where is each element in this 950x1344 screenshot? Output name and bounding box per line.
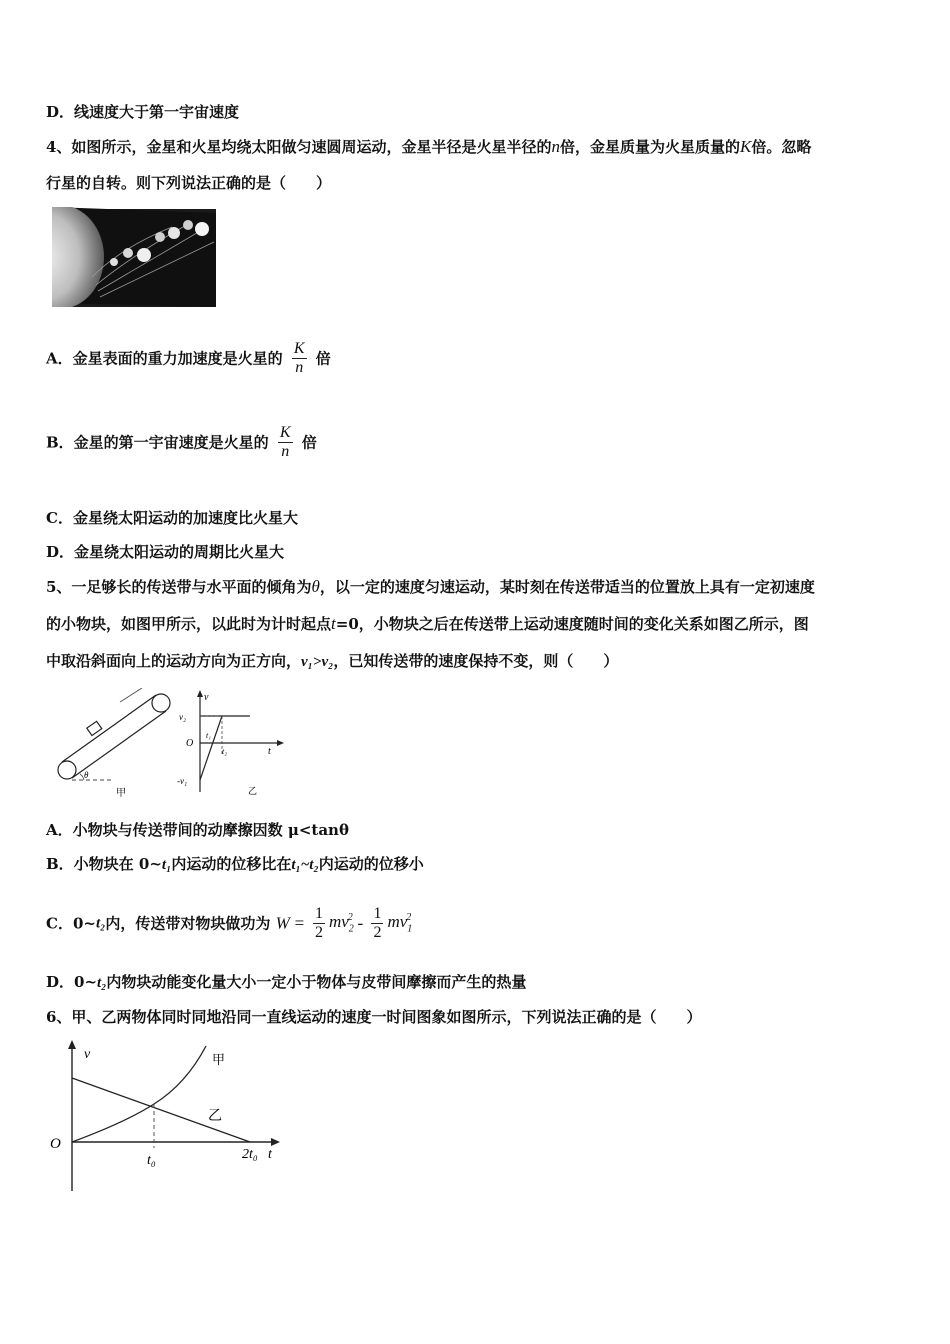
q5-v1-gt-v2: v₁>v₂ bbox=[301, 654, 334, 670]
graph-label-t0: t₀ bbox=[147, 1153, 156, 1168]
q4-option-a-fraction bbox=[292, 340, 307, 377]
q4-option-b-text: B．金星的第一宇宙速度是火星的 bbox=[46, 433, 269, 452]
conveyor-belt-figure bbox=[50, 688, 180, 800]
q6-stem: 6、甲、乙两物体同时同地沿同一直线运动的速度一时间图象如图所示，下列说法正确的是（ ） bbox=[46, 1008, 702, 1026]
graph-series-jia: 甲 bbox=[212, 1052, 226, 1067]
formula-half-b: $\frac{1}{2}$ bbox=[373, 905, 382, 942]
q5-var-theta: θ bbox=[311, 577, 320, 596]
q4-option-b bbox=[46, 424, 317, 461]
q5-option-c-text-b: 内，传送带对物块做功为 bbox=[105, 914, 271, 933]
q5-option-b-text-b: 内运动的位移比在 bbox=[171, 855, 292, 873]
graph-origin: O bbox=[50, 1136, 61, 1152]
q4-stem-line1 bbox=[46, 137, 811, 157]
q5-option-c-t2: t₂ bbox=[95, 915, 106, 932]
q5-option-b-interval: t₁~t₂ bbox=[291, 857, 319, 873]
q4-text-a: 4、如图所示，金星和火星均绕太阳做匀速圆周运动，金星半径是火星半径的 bbox=[46, 138, 552, 156]
graph-axis-v: v bbox=[204, 692, 209, 703]
velocity-time-graph-q6 bbox=[46, 1036, 286, 1196]
q5-option-b-t1: t₁ bbox=[161, 857, 172, 873]
q5-var-t: t bbox=[331, 614, 336, 633]
graph-axis-t: t bbox=[268, 1147, 272, 1162]
velocity-time-graph-yi bbox=[176, 688, 288, 800]
graph-axis-t: t bbox=[268, 746, 271, 757]
graph-series-yi: 乙 bbox=[208, 1109, 222, 1124]
graph-label-neg-v1: -v₁ bbox=[177, 776, 188, 786]
fraction-denominator: n bbox=[295, 359, 304, 376]
figure-label-jia: 甲 bbox=[116, 788, 126, 799]
q5-stem-line2 bbox=[46, 614, 809, 634]
graph-origin: O bbox=[186, 738, 194, 749]
q5-option-b bbox=[46, 854, 424, 875]
q5-option-c-text-a: C．0~ bbox=[46, 914, 96, 933]
q5-option-d-text-a: D．0~ bbox=[46, 973, 98, 991]
work-formula: W = $\frac{1}{2}$ $mv_2^2$ - $\frac{1}{2}$ $mv_1^2$ bbox=[275, 905, 413, 942]
q4-option-b-suffix: 倍 bbox=[301, 433, 317, 452]
formula-half-a: $\frac{1}{2}$ bbox=[314, 905, 323, 942]
q5-text-e: 中取沿斜面向上的运动方向为正方向， bbox=[46, 652, 302, 670]
q4-option-d: D．金星绕太阳运动的周期比火星大 bbox=[46, 543, 285, 561]
q4-option-b-fraction bbox=[278, 424, 293, 461]
graph-label-t1: t₁ bbox=[206, 731, 212, 740]
q5-stem-line1 bbox=[46, 577, 815, 597]
q4-option-a bbox=[46, 340, 331, 377]
solar-system-image bbox=[52, 207, 216, 307]
q5-stem-line3 bbox=[46, 651, 618, 672]
formula-w: W bbox=[275, 913, 290, 933]
graph-axis-v: v bbox=[84, 1047, 91, 1062]
q5-option-a: A．小物块与传送带间的动摩擦因数 μ<tanθ bbox=[46, 821, 349, 839]
q4-option-c: C．金星绕太阳运动的加速度比火星大 bbox=[46, 509, 298, 527]
q5-option-d-t2: t₂ bbox=[97, 975, 107, 991]
q5-text-b: ，以一定的速度匀速运动，某时刻在传送带适当的位置放上具有一定初速度 bbox=[319, 578, 815, 596]
q5-option-c bbox=[46, 898, 411, 949]
graph-label-2t0: 2t₀ bbox=[242, 1147, 258, 1162]
q5-option-b-text-a: B．小物块在 0~ bbox=[46, 855, 162, 873]
fraction-numerator: K bbox=[279, 424, 291, 441]
q5-option-d bbox=[46, 972, 526, 993]
graph-label-v2: v₂ bbox=[179, 712, 187, 722]
q5-option-d-text-b: 内物块动能变化量大小一定小于物体与皮带间摩擦而产生的热量 bbox=[106, 973, 527, 991]
q5-text-f: ，已知传送带的速度保持不变，则（ ） bbox=[333, 652, 619, 670]
figure-label-theta: θ bbox=[84, 770, 89, 780]
q4-option-a-suffix: 倍 bbox=[315, 349, 331, 368]
fraction-numerator: K bbox=[293, 340, 305, 357]
q4-var-n: n bbox=[551, 137, 560, 156]
q4-stem-line2: 行星的自转。则下列说法正确的是（ ） bbox=[46, 174, 332, 192]
q5-text-c: 的小物块，如图甲所示，以此时为计时起点 bbox=[46, 615, 332, 633]
q5-text-a: 5、一足够长的传送带与水平面的倾角为 bbox=[46, 578, 312, 596]
figure-label-yi: 乙 bbox=[248, 786, 258, 796]
q5-text-d: =0，小物块之后在传送带上运动速度随时间的变化关系如图乙所示，图 bbox=[335, 615, 809, 633]
q4-option-a-text: A．金星表面的重力加速度是火星的 bbox=[46, 349, 283, 368]
q4-var-k: K bbox=[739, 137, 752, 156]
graph-label-t2: t₂ bbox=[222, 747, 228, 756]
q5-option-b-text-d: 内运动的位移小 bbox=[318, 855, 424, 873]
prev-option-d: D．线速度大于第一宇宙速度 bbox=[46, 103, 240, 121]
fraction-denominator: n bbox=[281, 443, 290, 460]
q4-text-c: 倍。忽略 bbox=[751, 138, 812, 156]
q4-text-b: 倍，金星质量为火星质量的 bbox=[559, 138, 740, 156]
